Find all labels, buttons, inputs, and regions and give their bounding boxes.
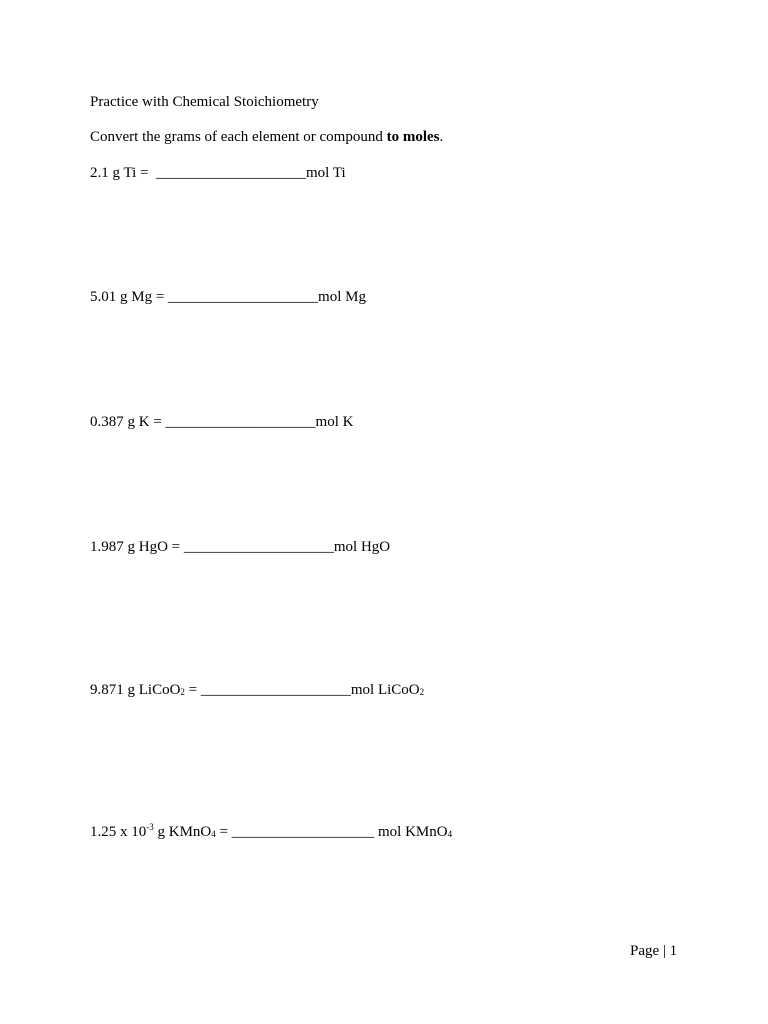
problem-6-unit-subscript: 4: [447, 829, 453, 839]
answer-blank-2[interactable]: ____________________: [168, 289, 319, 305]
problem-3-given: 0.387 g K =: [90, 414, 166, 430]
answer-blank-5[interactable]: ____________________: [200, 682, 351, 698]
problem-4-given: 1.987 g HgO =: [90, 539, 184, 555]
problem-1-given: 2.1 g Ti =: [90, 165, 156, 181]
instructions-period: .: [439, 129, 444, 145]
problem-5-given: 9.871 g LiCoO: [90, 682, 181, 698]
problem-5: [90, 681, 424, 699]
problem-1-unit: mol Ti: [306, 165, 346, 181]
problem-3: [90, 413, 353, 431]
problem-5-given-subscript: 2: [180, 687, 185, 697]
worksheet-title: Practice with Chemical Stoichiometry: [90, 94, 319, 110]
problem-6-exponent: -3: [146, 822, 154, 832]
problem-5-unit-subscript: 2: [419, 687, 425, 697]
problem-6-given-subscript: 4: [211, 829, 216, 839]
problem-6-compound: g KMnO: [153, 824, 212, 840]
instructions-text: Convert the grams of each element or compound: [90, 129, 387, 145]
answer-blank-3[interactable]: ____________________: [165, 414, 316, 430]
problem-2-unit: mol Mg: [318, 289, 366, 305]
problem-2: [90, 288, 366, 306]
answer-blank-6[interactable]: ___________________: [231, 824, 375, 840]
answer-blank-1[interactable]: ____________________: [156, 165, 306, 181]
problem-5-unit: mol LiCoO: [350, 682, 420, 698]
problem-4-unit: mol HgO: [333, 539, 391, 555]
problem-6: [90, 823, 452, 841]
problem-6-equals: =: [215, 824, 232, 840]
page-number: Page | 1: [630, 943, 678, 959]
problem-4: [90, 538, 390, 556]
problem-3-unit: mol K: [315, 414, 354, 430]
answer-blank-4[interactable]: ____________________: [183, 539, 334, 555]
problem-1: [90, 164, 346, 182]
problem-6-given: 1.25 x 10: [90, 824, 147, 840]
problem-5-equals: =: [184, 682, 201, 698]
instructions-emphasis: to moles: [386, 129, 440, 145]
problem-2-given: 5.01 g Mg =: [90, 289, 169, 305]
instructions: [90, 128, 443, 146]
problem-6-unit: mol KMnO: [374, 824, 448, 840]
